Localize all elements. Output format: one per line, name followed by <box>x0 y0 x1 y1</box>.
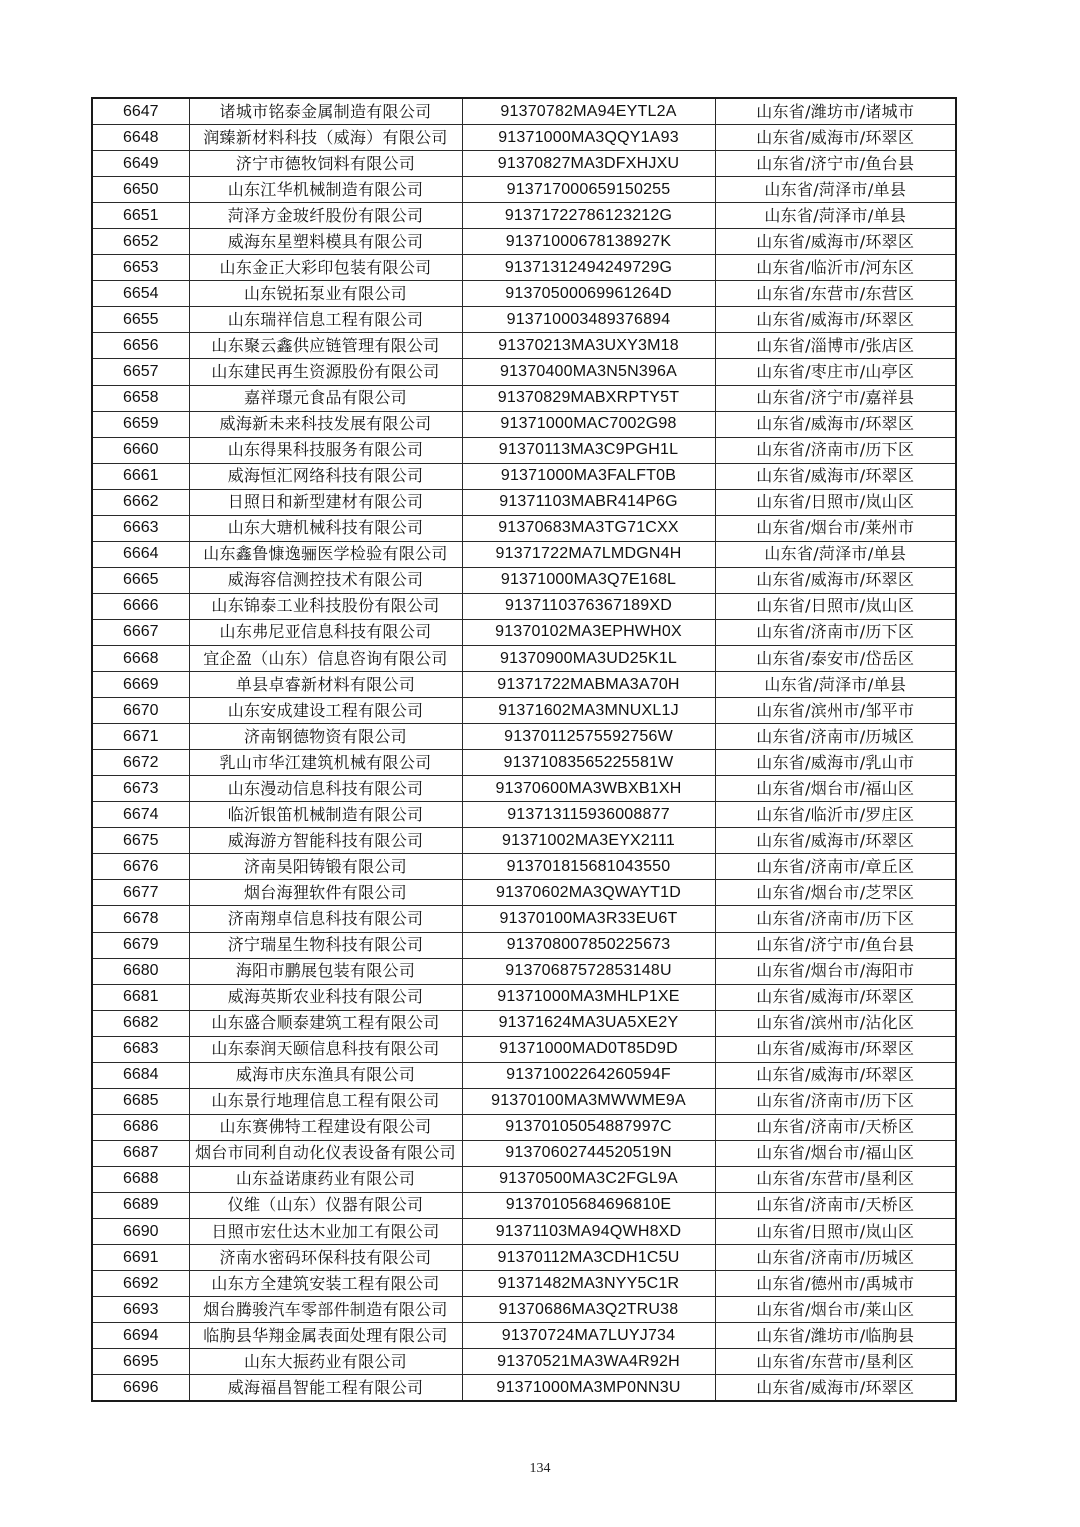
row-number-cell: 6665 <box>92 567 189 593</box>
credit-code-cell: 91371624MA3UA5XE2Y <box>462 1010 715 1036</box>
location-cell: 山东省/威海市/环翠区 <box>715 229 956 255</box>
row-number-cell: 6690 <box>92 1219 189 1245</box>
row-number-cell: 6654 <box>92 281 189 307</box>
table-row <box>92 515 956 541</box>
company-name-cell: 单县卓睿新材料有限公司 <box>189 672 462 698</box>
location-cell: 山东省/日照市/岚山区 <box>715 1219 956 1245</box>
location-cell: 山东省/滨州市/沾化区 <box>715 1010 956 1036</box>
table-row <box>92 1297 956 1323</box>
company-name-cell: 烟台腾骏汽车零部件制造有限公司 <box>189 1297 462 1323</box>
table-row <box>92 125 956 151</box>
credit-code-cell: 91371000MA3Q7E168L <box>462 567 715 593</box>
table-row <box>92 1192 956 1218</box>
credit-code-cell: 91371000678138927K <box>462 229 715 255</box>
location-cell: 山东省/滨州市/邹平市 <box>715 698 956 724</box>
company-name-cell: 山东泰润天颐信息科技有限公司 <box>189 1036 462 1062</box>
credit-code-cell: 91370602744520519N <box>462 1140 715 1166</box>
company-name-cell: 菏泽方金玻纤股份有限公司 <box>189 203 462 229</box>
credit-code-cell: 91370100MA3R33EU6T <box>462 906 715 932</box>
table-row <box>92 98 956 125</box>
table-row <box>92 1062 956 1088</box>
table-row <box>92 229 956 255</box>
credit-code-cell: 913710003489376894 <box>462 307 715 333</box>
table-row <box>92 1114 956 1140</box>
location-cell: 山东省/济南市/天桥区 <box>715 1114 956 1140</box>
credit-code-cell: 91370687572853148U <box>462 958 715 984</box>
credit-code-cell: 91371000MA3MHLP1XE <box>462 984 715 1010</box>
credit-code-cell: 91370900MA3UD25K1L <box>462 645 715 671</box>
location-cell: 山东省/济宁市/鱼台县 <box>715 932 956 958</box>
company-name-cell: 临沂银笛机械制造有限公司 <box>189 802 462 828</box>
credit-code-cell: 91370686MA3Q2TRU38 <box>462 1297 715 1323</box>
location-cell: 山东省/烟台市/海阳市 <box>715 958 956 984</box>
location-cell: 山东省/济南市/历下区 <box>715 1088 956 1114</box>
credit-code-cell: 91371103MA94QWH8XD <box>462 1219 715 1245</box>
location-cell: 山东省/菏泽市/单县 <box>715 672 956 698</box>
row-number-cell: 6671 <box>92 724 189 750</box>
company-name-cell: 嘉祥璟元食品有限公司 <box>189 385 462 411</box>
table-row <box>92 1140 956 1166</box>
credit-code-cell: 913717000659150255 <box>462 177 715 203</box>
table-body <box>92 98 956 1401</box>
row-number-cell: 6693 <box>92 1297 189 1323</box>
location-cell: 山东省/烟台市/芝罘区 <box>715 880 956 906</box>
row-number-cell: 6672 <box>92 750 189 776</box>
company-name-cell: 烟台海狸软件有限公司 <box>189 880 462 906</box>
row-number-cell: 6687 <box>92 1140 189 1166</box>
company-name-cell: 济南昊阳铸锻有限公司 <box>189 854 462 880</box>
location-cell: 山东省/威海市/环翠区 <box>715 1062 956 1088</box>
company-name-cell: 日照日和新型建材有限公司 <box>189 489 462 515</box>
credit-code-cell: 91370500MA3C2FGL9A <box>462 1166 715 1192</box>
credit-code-cell: 91371722MA7LMDGN4H <box>462 541 715 567</box>
company-name-cell: 山东方全建筑安装工程有限公司 <box>189 1271 462 1297</box>
table-row <box>92 1323 956 1349</box>
credit-code-cell: 91371000MAC7002G98 <box>462 411 715 437</box>
company-name-cell: 山东江华机械制造有限公司 <box>189 177 462 203</box>
location-cell: 山东省/济宁市/鱼台县 <box>715 151 956 177</box>
credit-code-cell: 91370213MA3UXY3M18 <box>462 333 715 359</box>
credit-code-cell: 91371000MA3FALFT0B <box>462 463 715 489</box>
row-number-cell: 6661 <box>92 463 189 489</box>
credit-code-cell: 91370105054887997C <box>462 1114 715 1140</box>
location-cell: 山东省/烟台市/莱山区 <box>715 1297 956 1323</box>
row-number-cell: 6684 <box>92 1062 189 1088</box>
row-number-cell: 6656 <box>92 333 189 359</box>
credit-code-cell: 91370602MA3QWAYT1D <box>462 880 715 906</box>
row-number-cell: 6651 <box>92 203 189 229</box>
company-name-cell: 润臻新材料科技（威海）有限公司 <box>189 125 462 151</box>
credit-code-cell: 9137110376367189XD <box>462 593 715 619</box>
table-row <box>92 281 956 307</box>
location-cell: 山东省/日照市/岚山区 <box>715 489 956 515</box>
table-row <box>92 437 956 463</box>
company-name-cell: 威海游方智能科技有限公司 <box>189 828 462 854</box>
credit-code-cell: 91370829MABXRPTY5T <box>462 385 715 411</box>
row-number-cell: 6667 <box>92 619 189 645</box>
table-row <box>92 672 956 698</box>
location-cell: 山东省/菏泽市/单县 <box>715 541 956 567</box>
table-row <box>92 724 956 750</box>
location-cell: 山东省/威海市/环翠区 <box>715 984 956 1010</box>
location-cell: 山东省/烟台市/莱州市 <box>715 515 956 541</box>
table-row <box>92 645 956 671</box>
row-number-cell: 6689 <box>92 1192 189 1218</box>
location-cell: 山东省/枣庄市/山亭区 <box>715 359 956 385</box>
row-number-cell: 6670 <box>92 698 189 724</box>
row-number-cell: 6675 <box>92 828 189 854</box>
company-name-cell: 威海恒汇网络科技有限公司 <box>189 463 462 489</box>
company-name-cell: 仪维（山东）仪器有限公司 <box>189 1192 462 1218</box>
company-name-cell: 海阳市鹏展包装有限公司 <box>189 958 462 984</box>
table-row <box>92 1219 956 1245</box>
location-cell: 山东省/东营市/垦利区 <box>715 1166 956 1192</box>
credit-code-cell: 91371000MA3QQY1A93 <box>462 125 715 151</box>
credit-code-cell: 91370500069961264D <box>462 281 715 307</box>
row-number-cell: 6685 <box>92 1088 189 1114</box>
location-cell: 山东省/东营市/东营区 <box>715 281 956 307</box>
row-number-cell: 6694 <box>92 1323 189 1349</box>
table-row <box>92 802 956 828</box>
company-name-cell: 威海东星塑料模具有限公司 <box>189 229 462 255</box>
company-name-cell: 济南翔卓信息科技有限公司 <box>189 906 462 932</box>
location-cell: 山东省/德州市/禹城市 <box>715 1271 956 1297</box>
table-row <box>92 880 956 906</box>
company-name-cell: 济南钢德物资有限公司 <box>189 724 462 750</box>
table-row <box>92 411 956 437</box>
company-name-cell: 山东建民再生资源股份有限公司 <box>189 359 462 385</box>
location-cell: 山东省/东营市/垦利区 <box>715 1349 956 1375</box>
credit-code-cell: 91371000MA3MP0NN3U <box>462 1375 715 1402</box>
credit-code-cell: 91370112MA3CDH1C5U <box>462 1245 715 1271</box>
table-row <box>92 307 956 333</box>
table-row <box>92 906 956 932</box>
credit-code-cell: 91370113MA3C9PGH1L <box>462 437 715 463</box>
table-row <box>92 359 956 385</box>
table-row <box>92 776 956 802</box>
credit-code-cell: 91370400MA3N5N396A <box>462 359 715 385</box>
credit-code-cell: 91370782MA94EYTL2A <box>462 98 715 125</box>
table-row <box>92 385 956 411</box>
company-name-cell: 山东赛佛特工程建设有限公司 <box>189 1114 462 1140</box>
table-row <box>92 1010 956 1036</box>
location-cell: 山东省/济南市/历城区 <box>715 724 956 750</box>
row-number-cell: 6664 <box>92 541 189 567</box>
company-name-cell: 山东益诺康药业有限公司 <box>189 1166 462 1192</box>
location-cell: 山东省/潍坊市/诸城市 <box>715 98 956 125</box>
row-number-cell: 6682 <box>92 1010 189 1036</box>
table-row <box>92 255 956 281</box>
row-number-cell: 6662 <box>92 489 189 515</box>
table-row <box>92 1036 956 1062</box>
credit-code-cell: 91370112575592756W <box>462 724 715 750</box>
location-cell: 山东省/济南市/章丘区 <box>715 854 956 880</box>
credit-code-cell: 91370724MA7LUYJ734 <box>462 1323 715 1349</box>
row-number-cell: 6657 <box>92 359 189 385</box>
credit-code-cell: 91370100MA3MWWME9A <box>462 1088 715 1114</box>
table-row <box>92 567 956 593</box>
table-row <box>92 958 956 984</box>
location-cell: 山东省/济南市/历下区 <box>715 619 956 645</box>
credit-code-cell: 91371482MA3NYY5C1R <box>462 1271 715 1297</box>
row-number-cell: 6648 <box>92 125 189 151</box>
credit-code-cell: 91370683MA3TG71CXX <box>462 515 715 541</box>
credit-code-cell: 913708007850225673 <box>462 932 715 958</box>
company-name-cell: 威海英斯农业科技有限公司 <box>189 984 462 1010</box>
row-number-cell: 6653 <box>92 255 189 281</box>
location-cell: 山东省/菏泽市/单县 <box>715 177 956 203</box>
location-cell: 山东省/威海市/环翠区 <box>715 125 956 151</box>
credit-code-cell: 91371722MABMA3A70H <box>462 672 715 698</box>
location-cell: 山东省/菏泽市/单县 <box>715 203 956 229</box>
row-number-cell: 6695 <box>92 1349 189 1375</box>
company-name-cell: 乳山市华江建筑机械有限公司 <box>189 750 462 776</box>
row-number-cell: 6668 <box>92 645 189 671</box>
company-name-cell: 山东鑫鲁慷逸骊医学检验有限公司 <box>189 541 462 567</box>
row-number-cell: 6696 <box>92 1375 189 1402</box>
company-name-cell: 济南水密码环保科技有限公司 <box>189 1245 462 1271</box>
credit-code-cell: 91371312494249729G <box>462 255 715 281</box>
row-number-cell: 6683 <box>92 1036 189 1062</box>
table-row <box>92 177 956 203</box>
company-name-cell: 日照市宏仕达木业加工有限公司 <box>189 1219 462 1245</box>
table-row <box>92 203 956 229</box>
location-cell: 山东省/济南市/历城区 <box>715 1245 956 1271</box>
credit-code-cell: 91371083565225581W <box>462 750 715 776</box>
row-number-cell: 6674 <box>92 802 189 828</box>
table-row <box>92 1245 956 1271</box>
company-name-cell: 山东锐拓泵业有限公司 <box>189 281 462 307</box>
credit-code-cell: 913713115936008877 <box>462 802 715 828</box>
location-cell: 山东省/日照市/岚山区 <box>715 593 956 619</box>
company-name-cell: 威海福昌智能工程有限公司 <box>189 1375 462 1402</box>
company-name-cell: 山东得果科技服务有限公司 <box>189 437 462 463</box>
row-number-cell: 6660 <box>92 437 189 463</box>
table-row <box>92 541 956 567</box>
company-name-cell: 山东聚云鑫供应链管理有限公司 <box>189 333 462 359</box>
credit-code-cell: 91371103MABR414P6G <box>462 489 715 515</box>
row-number-cell: 6658 <box>92 385 189 411</box>
company-name-cell: 山东金正大彩印包装有限公司 <box>189 255 462 281</box>
row-number-cell: 6677 <box>92 880 189 906</box>
location-cell: 山东省/济南市/历下区 <box>715 906 956 932</box>
location-cell: 山东省/威海市/乳山市 <box>715 750 956 776</box>
location-cell: 山东省/威海市/环翠区 <box>715 1036 956 1062</box>
table-row <box>92 489 956 515</box>
company-name-cell: 山东漫动信息科技有限公司 <box>189 776 462 802</box>
location-cell: 山东省/济南市/天桥区 <box>715 1192 956 1218</box>
company-name-cell: 山东大瑭机械科技有限公司 <box>189 515 462 541</box>
company-name-cell: 山东弗尼亚信息科技有限公司 <box>189 619 462 645</box>
row-number-cell: 6666 <box>92 593 189 619</box>
table-row <box>92 333 956 359</box>
row-number-cell: 6663 <box>92 515 189 541</box>
row-number-cell: 6652 <box>92 229 189 255</box>
credit-code-cell: 91371722786123212G <box>462 203 715 229</box>
table-row <box>92 1166 956 1192</box>
table-row <box>92 1349 956 1375</box>
row-number-cell: 6686 <box>92 1114 189 1140</box>
row-number-cell: 6681 <box>92 984 189 1010</box>
credit-code-cell: 91371002MA3EYX2111 <box>462 828 715 854</box>
company-name-cell: 山东景行地理信息工程有限公司 <box>189 1088 462 1114</box>
credit-code-cell: 91370827MA3DFXHJXU <box>462 151 715 177</box>
page-number: 134 <box>529 1461 551 1476</box>
row-number-cell: 6680 <box>92 958 189 984</box>
company-name-cell: 临朐县华翔金属表面处理有限公司 <box>189 1323 462 1349</box>
company-name-cell: 宜企盈（山东）信息咨询有限公司 <box>189 645 462 671</box>
location-cell: 山东省/临沂市/罗庄区 <box>715 802 956 828</box>
table-row <box>92 619 956 645</box>
row-number-cell: 6688 <box>92 1166 189 1192</box>
location-cell: 山东省/威海市/环翠区 <box>715 307 956 333</box>
company-name-cell: 山东大振药业有限公司 <box>189 1349 462 1375</box>
company-name-cell: 山东安成建设工程有限公司 <box>189 698 462 724</box>
row-number-cell: 6678 <box>92 906 189 932</box>
row-number-cell: 6679 <box>92 932 189 958</box>
location-cell: 山东省/济宁市/嘉祥县 <box>715 385 956 411</box>
company-name-cell: 威海容信测控技术有限公司 <box>189 567 462 593</box>
company-name-cell: 山东锦泰工业科技股份有限公司 <box>189 593 462 619</box>
row-number-cell: 6669 <box>92 672 189 698</box>
location-cell: 山东省/威海市/环翠区 <box>715 1375 956 1402</box>
location-cell: 山东省/威海市/环翠区 <box>715 463 956 489</box>
credit-code-cell: 913701815681043550 <box>462 854 715 880</box>
location-cell: 山东省/威海市/环翠区 <box>715 411 956 437</box>
row-number-cell: 6650 <box>92 177 189 203</box>
location-cell: 山东省/潍坊市/临朐县 <box>715 1323 956 1349</box>
credit-code-cell: 91370102MA3EPHWH0X <box>462 619 715 645</box>
table-row <box>92 932 956 958</box>
company-name-cell: 山东盛合顺泰建筑工程有限公司 <box>189 1010 462 1036</box>
row-number-cell: 6673 <box>92 776 189 802</box>
row-number-cell: 6691 <box>92 1245 189 1271</box>
table-row <box>92 984 956 1010</box>
table-row <box>92 854 956 880</box>
row-number-cell: 6647 <box>92 98 189 125</box>
credit-code-cell: 91370600MA3WBXB1XH <box>462 776 715 802</box>
table-row <box>92 463 956 489</box>
table-row <box>92 698 956 724</box>
table-row <box>92 1375 956 1402</box>
company-name-cell: 山东瑞祥信息工程有限公司 <box>189 307 462 333</box>
row-number-cell: 6659 <box>92 411 189 437</box>
table-row <box>92 1088 956 1114</box>
location-cell: 山东省/泰安市/岱岳区 <box>715 645 956 671</box>
location-cell: 山东省/威海市/环翠区 <box>715 828 956 854</box>
company-name-cell: 诸城市铭泰金属制造有限公司 <box>189 98 462 125</box>
credit-code-cell: 91371000MAD0T85D9D <box>462 1036 715 1062</box>
table-row <box>92 593 956 619</box>
table-row <box>92 1271 956 1297</box>
company-name-cell: 济宁市德牧饲料有限公司 <box>189 151 462 177</box>
row-number-cell: 6692 <box>92 1271 189 1297</box>
row-number-cell: 6655 <box>92 307 189 333</box>
enterprise-table <box>91 97 957 1402</box>
table-row <box>92 828 956 854</box>
company-name-cell: 济宁瑞星生物科技有限公司 <box>189 932 462 958</box>
credit-code-cell: 91370105684696810E <box>462 1192 715 1218</box>
location-cell: 山东省/烟台市/福山区 <box>715 1140 956 1166</box>
row-number-cell: 6676 <box>92 854 189 880</box>
table-row <box>92 151 956 177</box>
location-cell: 山东省/淄博市/张店区 <box>715 333 956 359</box>
location-cell: 山东省/临沂市/河东区 <box>715 255 956 281</box>
table-row <box>92 750 956 776</box>
company-name-cell: 烟台市同利自动化仪表设备有限公司 <box>189 1140 462 1166</box>
company-name-cell: 威海市庆东渔具有限公司 <box>189 1062 462 1088</box>
company-name-cell: 威海新未来科技发展有限公司 <box>189 411 462 437</box>
location-cell: 山东省/济南市/历下区 <box>715 437 956 463</box>
row-number-cell: 6649 <box>92 151 189 177</box>
location-cell: 山东省/烟台市/福山区 <box>715 776 956 802</box>
location-cell: 山东省/威海市/环翠区 <box>715 567 956 593</box>
credit-code-cell: 91371002264260594F <box>462 1062 715 1088</box>
credit-code-cell: 91370521MA3WA4R92H <box>462 1349 715 1375</box>
credit-code-cell: 91371602MA3MNUXL1J <box>462 698 715 724</box>
